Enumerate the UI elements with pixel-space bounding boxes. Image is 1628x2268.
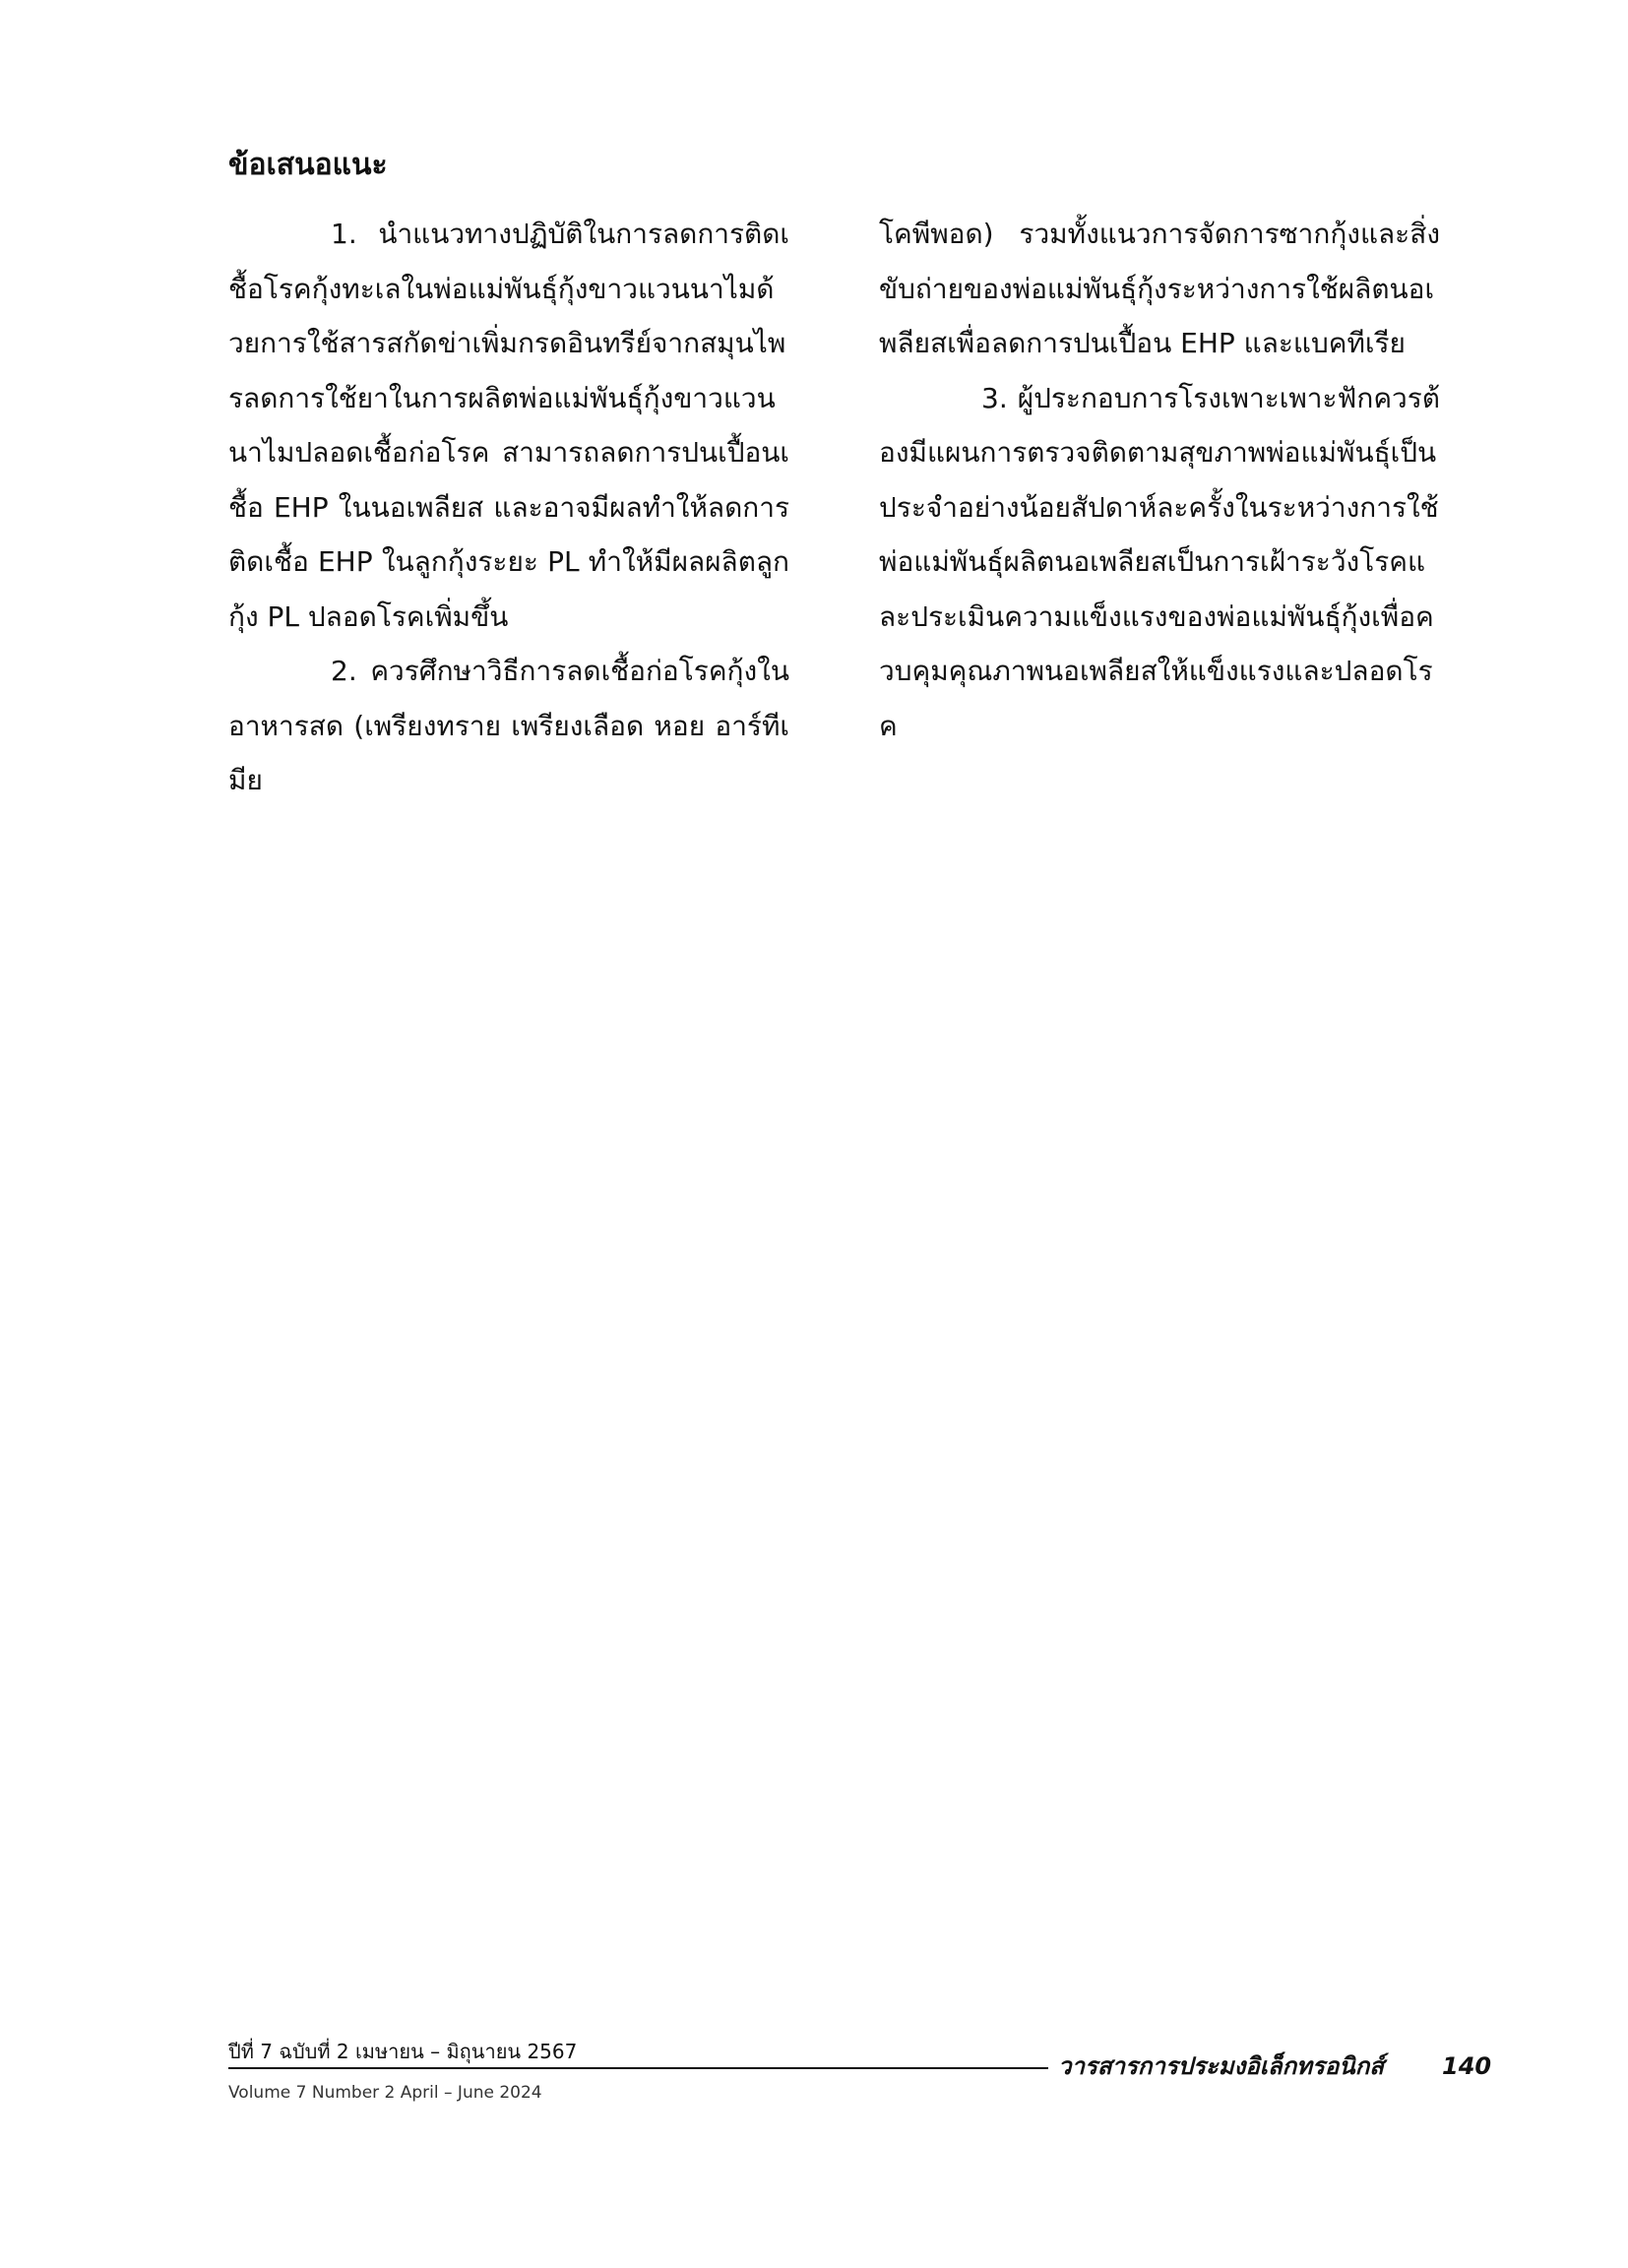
page-number: 140 (1442, 2052, 1492, 2080)
section-heading: ข้อเสนอแนะ (228, 148, 388, 182)
recommendation-3: 3. ผู้ประกอบการโรงเพาะเพาะฟักควรต้องมีแผนการตรวจติดตามสุขภาพพ่อแม่พันธุ์เป็นประจำอย่างน้อยสัปดาห์ละครั้งในระหว่างการใช้พ่อแม่พันธุ์ผลิตนอเพลียสเป็นการเฝ้าระวังโรคและประเมินความแข็งแรงของพ่อแม่พันธุ์กุ้งเพื่อควบคุมคุณภาพนอเพลียสให้แข็งแรงและปลอดโรค (879, 381, 1440, 742)
recommendation-2-continued: โคพีพอด) รวมทั้งแนวการจัดการซากกุ้งและสิ่งขับถ่ายของพ่อแม่พันธุ์กุ้งระหว่างการใช้ผลิตนอเพลียสเพื่อลดการปนเปื้อน EHP และแบคทีเรีย (879, 218, 1440, 359)
right-column (879, 207, 1440, 753)
recommendation-2: 2. ควรศึกษาวิธีการลดเชื้อก่อโรคกุ้งในอาหารสด (เพรียงทราย เพรียงเลือด หอย อาร์ทีเมีย (228, 655, 789, 796)
footer-issue-english: Volume 7 Number 2 April – June 2024 (228, 2083, 542, 2103)
recommendation-1: 1. นำแนวทางปฏิบัติในการลดการติดเชื้อโรคกุ้งทะเลในพ่อแม่พันธุ์กุ้งขาวแวนนาไมด้วยการใช้สารสกัดข่าเพิ่มกรดอินทรีย์จากสมุนไพรลดการใช้ยาในการผลิตพ่อแม่พันธุ์กุ้งขาวแวนนาไมปลอดเชื้อก่อโรค สามารถลดการปนเปื้อนเชื้อ EHP ในนอเพลียส และอาจมีผลทำให้ลดการติดเชื้อ EHP ในลูกกุ้งระยะ PL ทำให้มีผลผลิตลูกกุ้ง PL ปลอดโรคเพิ่มขึ้น (228, 218, 789, 633)
footer-journal-name: วารสารการประมงอิเล็กทรอนิกส์ (1058, 2052, 1384, 2080)
footer-issue-thai: ปีที่ 7 ฉบับที่ 2 เมษายน – มิถุนายน 2567 (228, 2040, 578, 2063)
footer-divider (228, 2067, 1048, 2069)
left-column (228, 207, 789, 808)
